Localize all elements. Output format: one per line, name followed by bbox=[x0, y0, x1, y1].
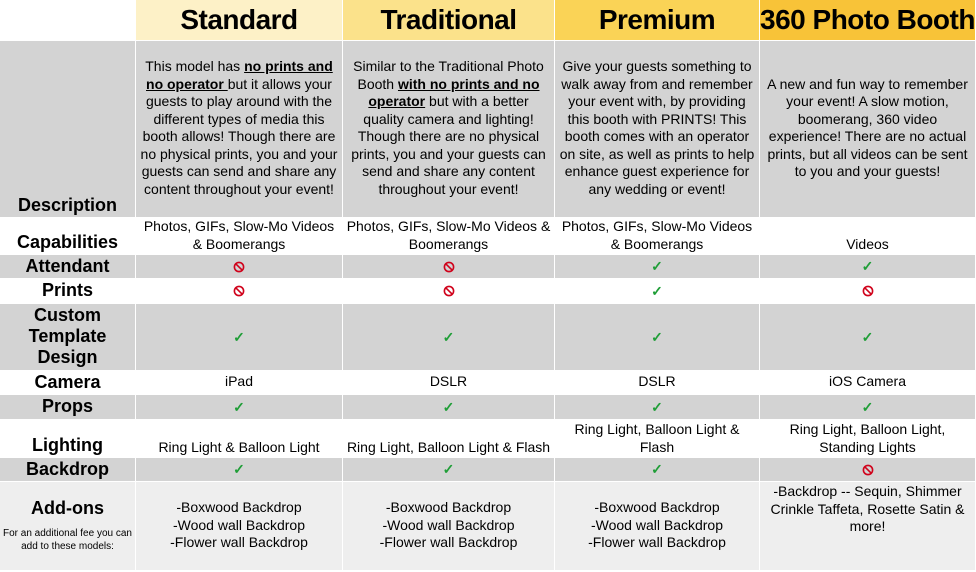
description-standard bbox=[136, 41, 343, 218]
row-label-props: Props bbox=[0, 395, 136, 420]
capabilities-360: Videos bbox=[760, 218, 976, 255]
prohibited-icon bbox=[443, 261, 455, 273]
header-standard: Standard bbox=[136, 0, 343, 41]
row-label-addons bbox=[0, 482, 136, 571]
check-icon: ✓ bbox=[233, 461, 245, 477]
row-label-attendant: Attendant bbox=[0, 255, 136, 279]
backdrop-standard bbox=[136, 458, 343, 482]
addon-item: -Wood wall Backdrop bbox=[590, 516, 724, 533]
addon-item: -Flower wall Backdrop bbox=[170, 534, 308, 551]
attendant-traditional bbox=[343, 255, 555, 279]
addon-item: -Boxwood Backdrop bbox=[594, 499, 720, 516]
backdrop-premium bbox=[555, 458, 760, 482]
addons-360: -Backdrop -- Sequin, Shimmer Crinkle Taffeta, Rosette Satin & more! bbox=[760, 482, 976, 571]
camera-standard: iPad bbox=[136, 371, 343, 395]
row-label-description: Description bbox=[0, 41, 136, 218]
description-standard-text-1: This model has bbox=[145, 58, 245, 74]
prints-360 bbox=[760, 279, 976, 304]
check-icon: ✓ bbox=[861, 398, 874, 415]
check-icon: ✓ bbox=[651, 398, 663, 415]
camera-traditional: DSLR bbox=[343, 371, 555, 395]
addon-item: -Flower wall Backdrop bbox=[379, 534, 518, 551]
check-icon: ✓ bbox=[442, 461, 455, 477]
check-icon: ✓ bbox=[651, 461, 663, 477]
custom-template-standard bbox=[136, 304, 343, 371]
prints-standard bbox=[136, 279, 343, 304]
addons-standard bbox=[136, 482, 343, 571]
description-traditional-text-2: but with a better quality camera and lighting! Though there are no physical prints, you and your guests can send and share any content throughout your event! bbox=[351, 93, 546, 197]
row-label-backdrop: Backdrop bbox=[0, 458, 136, 482]
capabilities-standard: Photos, GIFs, Slow-Mo Videos & Boomerangs bbox=[136, 218, 343, 255]
prohibited-icon bbox=[233, 261, 245, 273]
attendant-premium bbox=[555, 255, 760, 279]
row-label-capabilities: Capabilities bbox=[0, 218, 136, 255]
props-traditional bbox=[343, 395, 555, 420]
camera-360: iOS Camera bbox=[760, 371, 976, 395]
prints-traditional bbox=[343, 279, 555, 304]
check-icon: ✓ bbox=[442, 328, 455, 345]
check-icon: ✓ bbox=[442, 398, 455, 415]
custom-template-traditional bbox=[343, 304, 555, 371]
addons-premium bbox=[555, 482, 760, 571]
addon-item: -Flower wall Backdrop bbox=[588, 534, 726, 551]
addons-label: Add-ons bbox=[31, 498, 104, 518]
check-icon: ✓ bbox=[861, 328, 874, 345]
check-icon: ✓ bbox=[233, 328, 245, 345]
capabilities-traditional: Photos, GIFs, Slow-Mo Videos & Boomerangs bbox=[343, 218, 555, 255]
backdrop-traditional bbox=[343, 458, 555, 482]
row-label-prints: Prints bbox=[0, 279, 136, 304]
description-standard-text-2: but it allows your guests to play around with the different types of media this booth allows! Though there are no physical prints, you and your guests can send and share any content throughout your event! bbox=[140, 75, 338, 197]
description-traditional-emphasis: with no prints and no operator bbox=[368, 75, 540, 109]
check-icon: ✓ bbox=[233, 398, 245, 415]
prohibited-icon bbox=[862, 285, 874, 297]
row-label-camera: Camera bbox=[0, 371, 136, 395]
custom-template-360 bbox=[760, 304, 976, 371]
corner-cell bbox=[0, 0, 136, 41]
lighting-traditional: Ring Light, Balloon Light & Flash bbox=[343, 420, 555, 458]
addon-item: -Wood wall Backdrop bbox=[172, 516, 306, 533]
attendant-360 bbox=[760, 255, 976, 279]
prohibited-icon bbox=[862, 464, 874, 476]
prints-premium bbox=[555, 279, 760, 304]
addons-traditional bbox=[343, 482, 555, 571]
custom-template-premium bbox=[555, 304, 760, 371]
props-premium bbox=[555, 395, 760, 420]
prohibited-icon bbox=[443, 285, 455, 297]
header-360-photo-booth: 360 Photo Booth bbox=[760, 0, 976, 41]
lighting-standard: Ring Light & Balloon Light bbox=[136, 420, 343, 458]
addon-item: -Wood wall Backdrop bbox=[382, 516, 515, 533]
header-traditional: Traditional bbox=[343, 0, 555, 41]
addon-item: -Boxwood Backdrop bbox=[176, 499, 302, 516]
row-label-custom-template: Custom Template Design bbox=[0, 304, 136, 371]
backdrop-360 bbox=[760, 458, 976, 482]
addon-item: -Boxwood Backdrop bbox=[385, 499, 512, 516]
description-premium: Give your guests something to walk away from and remember your event with, by providing this booth with PRINTS! This booth comes with an operator on site, as well as prints to help enhance guest experience for any wedding or event! bbox=[555, 41, 760, 218]
check-icon: ✓ bbox=[651, 328, 663, 345]
description-traditional-text-1: Similar to the Traditional Photo Booth bbox=[353, 58, 544, 92]
check-icon: ✓ bbox=[861, 258, 874, 274]
capabilities-premium: Photos, GIFs, Slow-Mo Videos & Boomerangs bbox=[555, 218, 760, 255]
description-360: A new and fun way to remember your event! A slow motion, boomerang, 360 video experience! There are no actual prints, but all videos can be sent to you and your guests! bbox=[760, 41, 976, 218]
attendant-standard bbox=[136, 255, 343, 279]
addons-note: For an additional fee you can add to these models: bbox=[3, 528, 132, 552]
row-label-lighting: Lighting bbox=[0, 420, 136, 458]
props-standard bbox=[136, 395, 343, 420]
lighting-premium: Ring Light, Balloon Light & Flash bbox=[555, 420, 760, 458]
header-premium: Premium bbox=[555, 0, 760, 41]
camera-premium: DSLR bbox=[555, 371, 760, 395]
props-360 bbox=[760, 395, 976, 420]
lighting-360: Ring Light, Balloon Light, Standing Lights bbox=[760, 420, 976, 458]
description-traditional bbox=[343, 41, 555, 218]
check-icon: ✓ bbox=[651, 258, 663, 274]
check-icon: ✓ bbox=[651, 282, 663, 299]
description-standard-emphasis: no prints and no operator bbox=[146, 58, 333, 92]
prohibited-icon bbox=[233, 285, 245, 297]
